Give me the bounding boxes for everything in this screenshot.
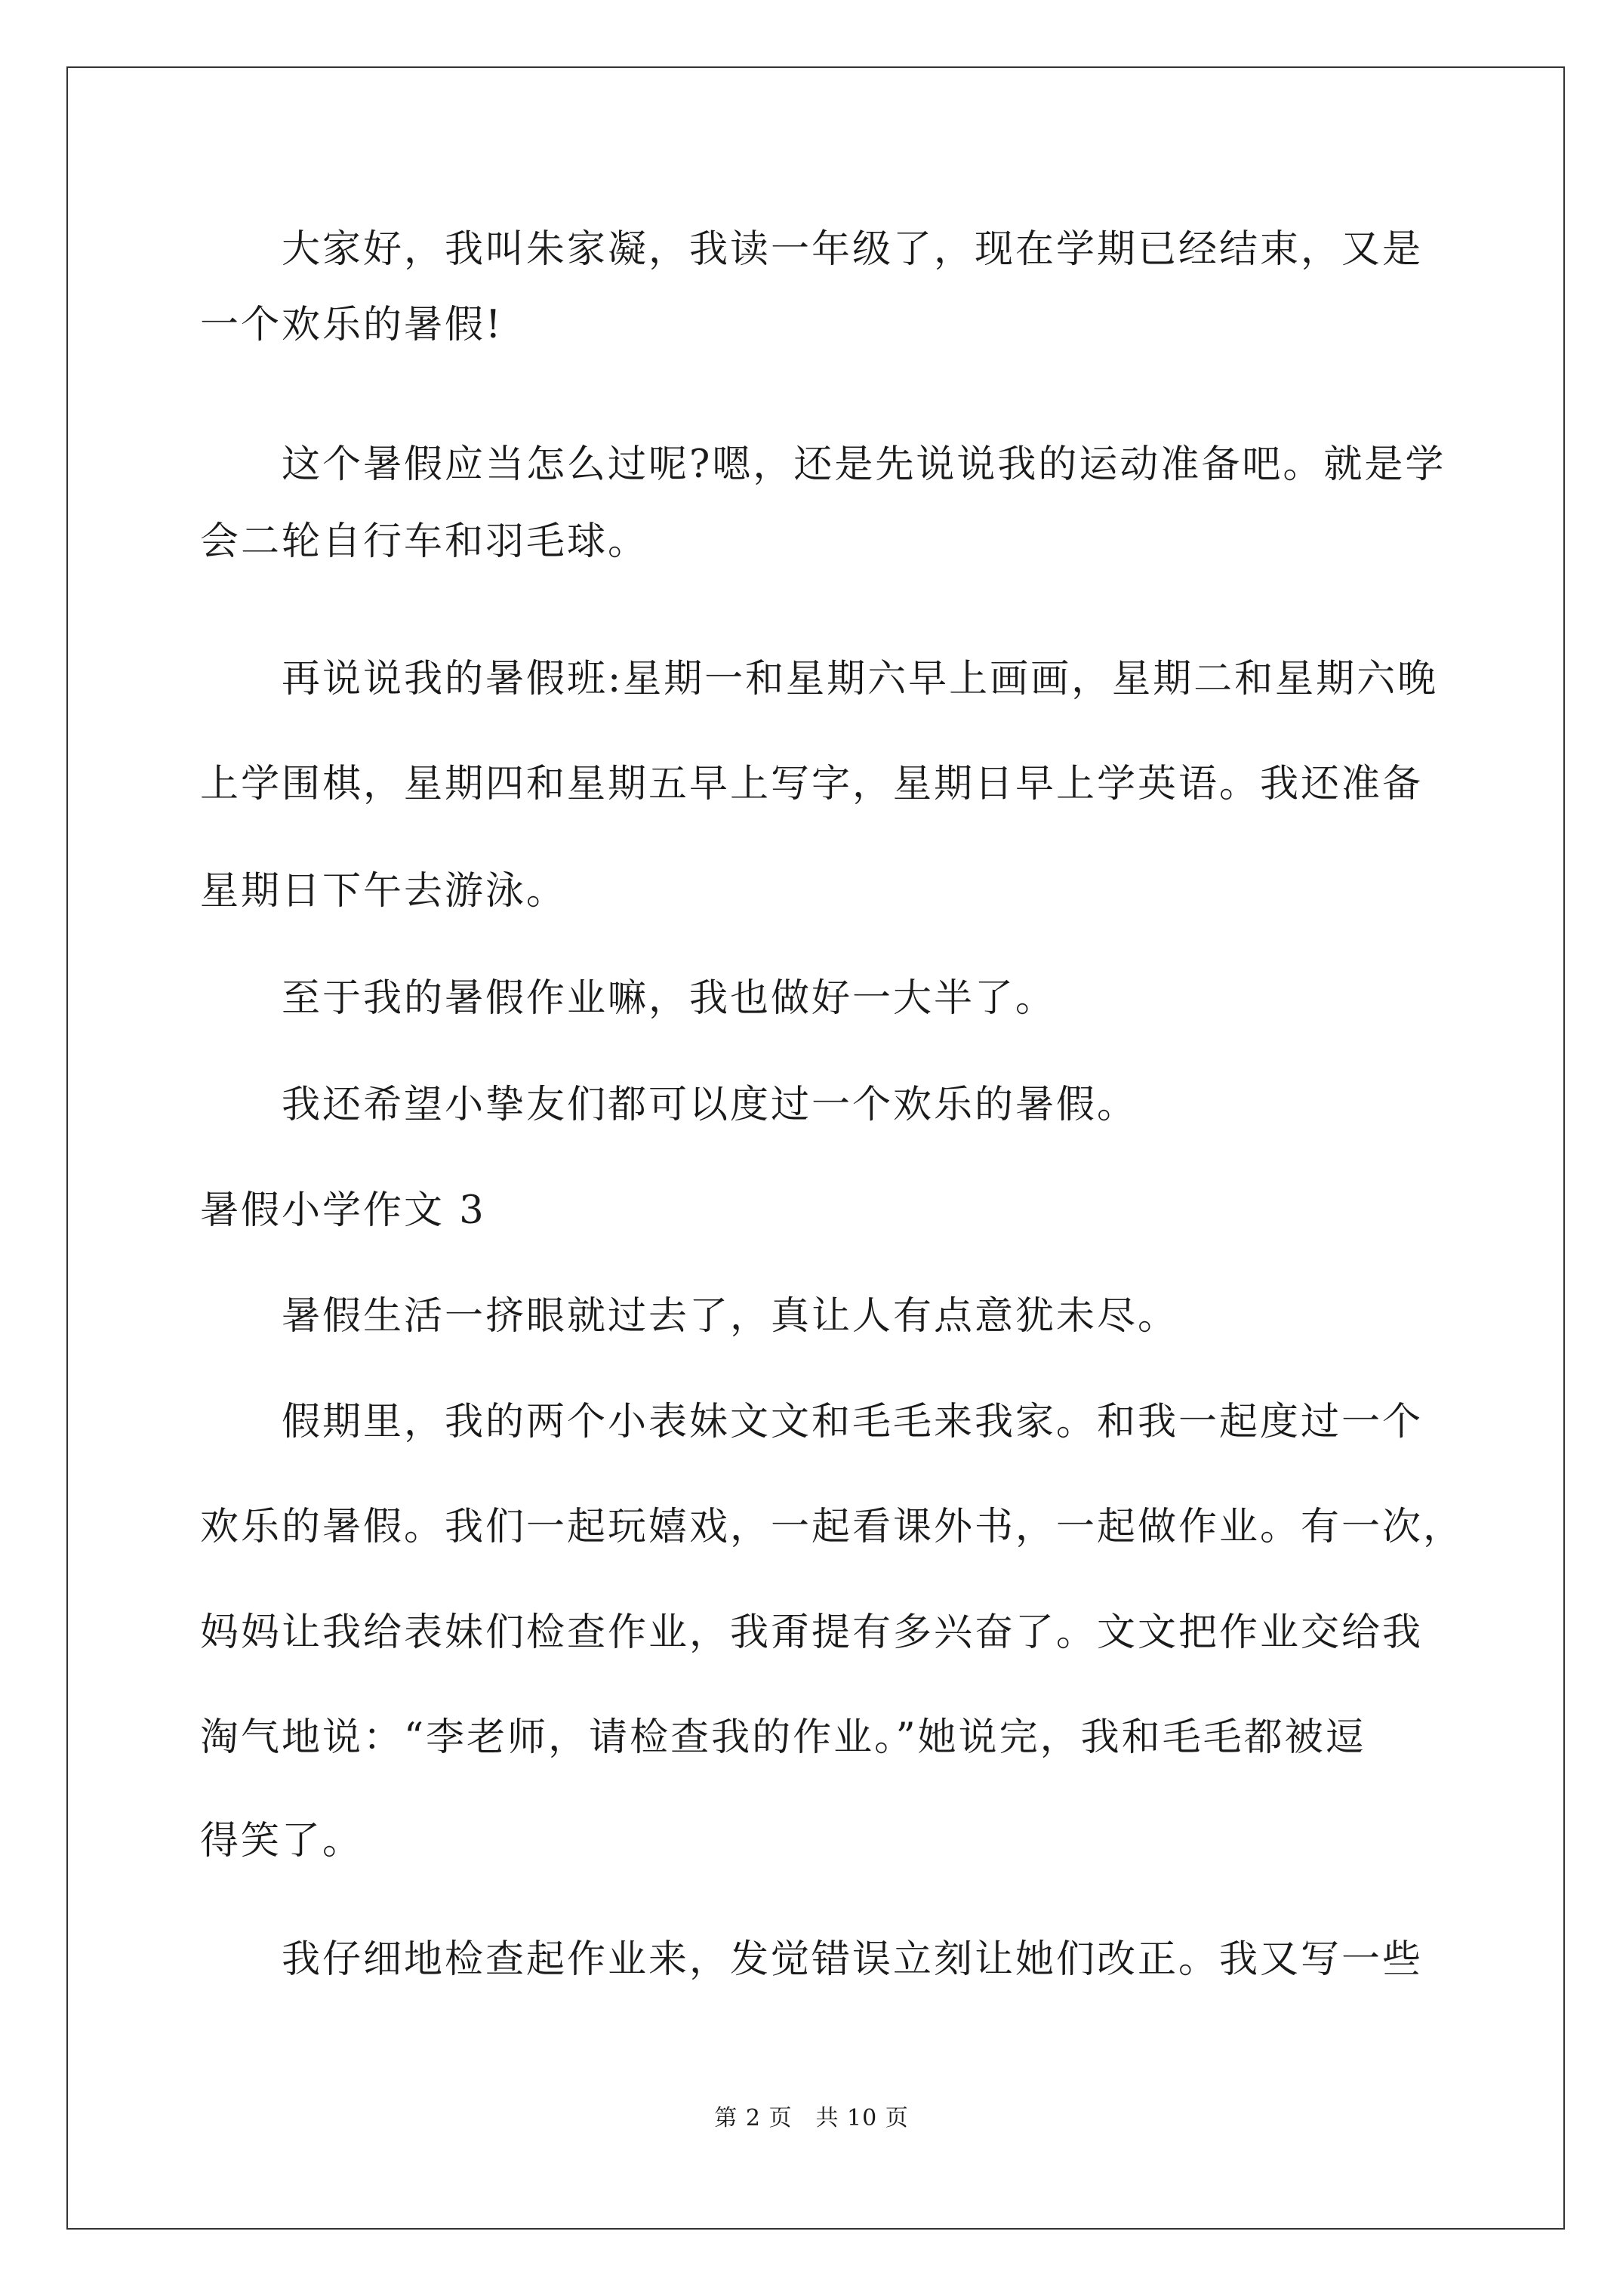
paragraph-line: 至于我的暑假作业嘛，我也做好一大半了。 xyxy=(282,976,1057,1021)
paragraph-line: 得笑了。 xyxy=(200,1819,364,1863)
paragraph-line: 欢乐的暑假。我们一起玩嬉戏，一起看课外书，一起做作业。有一次， xyxy=(200,1505,1464,1549)
paragraph-line: 假期里，我的两个小表妹文文和毛毛来我家。和我一起度过一个 xyxy=(282,1400,1424,1444)
paragraph-line: 妈妈让我给表妹们检查作业，我甭提有多兴奋了。文文把作业交给我 xyxy=(200,1610,1424,1655)
paragraph-line: 我仔细地检查起作业来，发觉错误立刻让她们改正。我又写一些 xyxy=(282,1937,1424,1982)
section-heading: 暑假小学作文 3 xyxy=(200,1188,486,1233)
paragraph-line: 淘气地说：“李老师，请检查我的作业。”她说完，我和毛毛都被逗 xyxy=(200,1715,1366,1760)
paragraph-line: 这个暑假应当怎么过呢?嗯，还是先说说我的运动准备吧。就是学 xyxy=(282,442,1446,487)
paragraph-line: 大家好，我叫朱家凝，我读一年级了，现在学期已经结束，又是 xyxy=(282,227,1424,272)
paragraph-line: 会二轮自行车和羽毛球。 xyxy=(200,519,649,564)
page-frame xyxy=(66,66,1565,2230)
paragraph-line: 暑假生活一挤眼就过去了，真让人有点意犹未尽。 xyxy=(282,1294,1179,1339)
paragraph-line: 上学围棋，星期四和星期五早上写字，星期日早上学英语。我还准备 xyxy=(200,762,1424,806)
paragraph-line: 再说说我的暑假班:星期一和星期六早上画画，星期二和星期六晚 xyxy=(282,657,1439,701)
paragraph-line: 一个欢乐的暑假! xyxy=(200,303,504,347)
page-number-footer: 第 2 页 共 10 页 xyxy=(714,2105,909,2131)
paragraph-line: 我还希望小挚友们都可以度过一个欢乐的暑假。 xyxy=(282,1083,1138,1127)
paragraph-line: 星期日下午去游泳。 xyxy=(200,869,568,914)
